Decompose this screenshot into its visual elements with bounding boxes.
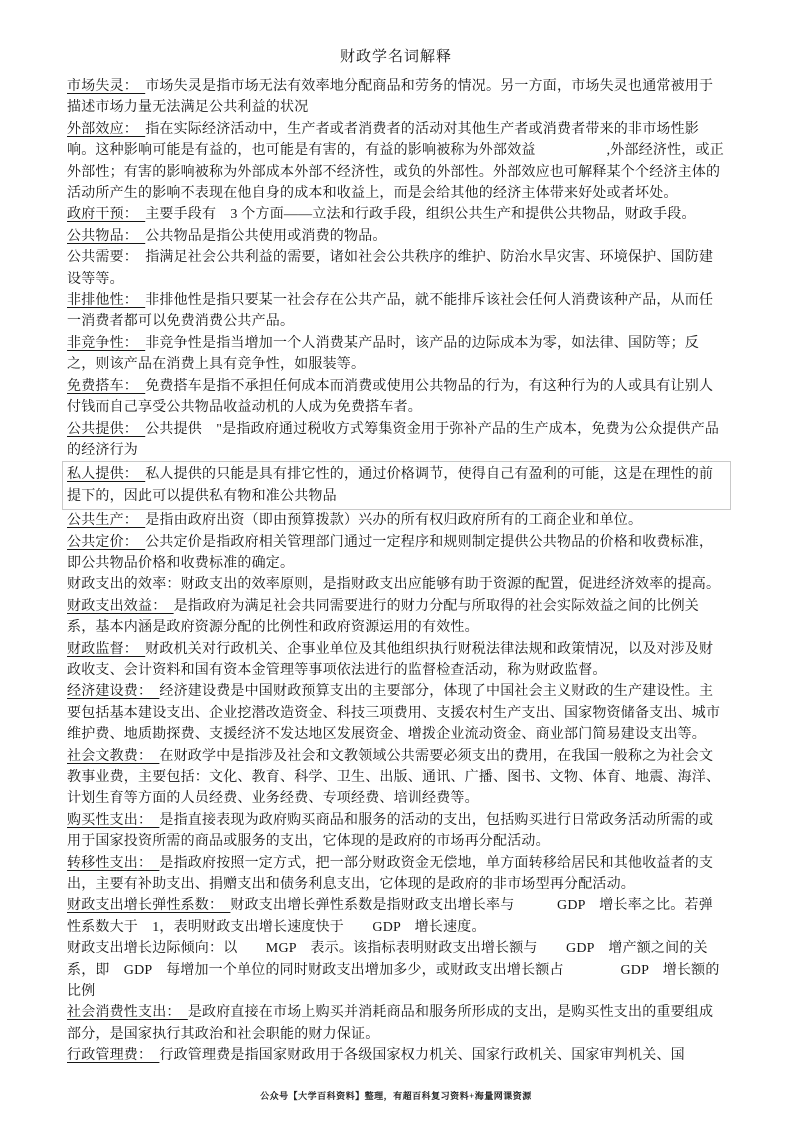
- definition-text: 是指政府按照一定方式，把一部分财政资金无偿地，单方面转移给居民和其他收益者的支出，主要有补助支出、捐赠支出和债务利息支出，它体现的是政府的非市场型再分配活动。: [67, 855, 714, 893]
- page-title: 财政学名词解释: [339, 49, 452, 65]
- definition-text: 非竞争性是指当增加一个人消费某产品时，该产品的边际成本为零，如法律、国防等；反之，则该产品在消费上具有竞争性，如服装等。: [67, 335, 700, 373]
- definition-text: 市场失灵是指市场无法有效率地分配商品和劳务的情况。另一方面，市场失灵也通常被用于描述市场力量无法满足公共利益的状况: [67, 79, 714, 116]
- definition-text: 免费搭车是指不承担任何成本而消费或使用公共物品的行为，有这种行为的人或具有让别人付钱而自己享受公共物品收益动机的人成为免费搭车者。: [67, 378, 714, 416]
- term-label: 财政支出效益：: [67, 598, 174, 614]
- term-label: 财政监督：: [67, 641, 146, 657]
- definition-text: 是指由政府出资（即由预算拨款）兴办的所有权归政府所有的工商企业和单位。: [145, 513, 643, 529]
- definition-entry: [67, 938, 725, 1002]
- definition-text: 非排他性是指只要某一社会存在公共产品，就不能排斥该社会任何人消费该种产品，从而任一消费者都可以免费消费公共产品。: [67, 293, 714, 330]
- term-label: 政府干预：: [67, 207, 146, 223]
- definition-entry: [67, 681, 725, 745]
- definition-text: 财政支出增长弹性系数是指财政支出增长率与 GDP 增长率之比。若弹性系数大于 1，表明财政支出增长速度快于 GDP 增长速度。: [67, 898, 713, 935]
- definition-text: 公共定价是指政府相关管理部门通过一定程序和规则制定提供公共物品的价格和收费标准，即公共物品价格和收费标准的确定。: [67, 534, 714, 571]
- term-label: 行政管理费：: [67, 1048, 160, 1064]
- definition-entry: [67, 204, 725, 225]
- definition-entry: [67, 574, 725, 595]
- term-label: 财政支出增长边际倾向：: [67, 941, 224, 957]
- term-label: 社会文教费：: [67, 748, 160, 764]
- term-label: 财政支出的效率：: [67, 577, 181, 593]
- definition-text: 主要手段有 3 个方面——立法和行政手段，组织公共生产和提供公共物品，财政手段。: [145, 207, 696, 223]
- definition-entry: [67, 746, 725, 810]
- definition-text: 是指政府为满足社会共同需要进行的财力分配与所取得的社会实际效益之间的比例关系，基本内涵是政府资源分配的比例性和政府资源运用的有效性。: [67, 598, 700, 636]
- definition-text: 是政府直接在市场上购买并消耗商品和服务所形成的支出，是购买性支出的重要组成部分，是国家执行其政治和社会职能的财力保证。: [67, 1005, 714, 1042]
- term-label: 非排他性：: [67, 293, 146, 309]
- definition-entry: [62, 461, 731, 510]
- definition-text: 指在实际经济活动中，生产者或者消费者的活动对其他生产者或消费者带来的非市场性影响。这种影响可能是有益的，也可能是有害的，有益的影响被称为外部效益 ,外部经济性，或正外部性；有害的影响被称为外部成本外部不经济性，或负的外部性。外部效应也可解释某个个经济主体的活动所产生的影响不表现在他自身的成本和收益上，而是会给其他的经济主体带来好处或者坏处。: [67, 121, 724, 202]
- term-label: 转移性支出：: [67, 855, 160, 871]
- definition-entry: [67, 76, 725, 119]
- definition-entry: [67, 895, 725, 938]
- term-label: 公共提供：: [67, 421, 146, 437]
- term-label: 财政支出增长弹性系数：: [67, 898, 231, 914]
- term-label: 非竞争性：: [67, 335, 146, 351]
- definition-text: 私人提供的只能是具有排它性的，通过价格调节，使得自己有盈利的可能，这是在理性的前提下的，因此可以提供私有物和准公共物品: [67, 467, 714, 504]
- definition-entry: [67, 510, 725, 531]
- term-label: 私人提供：: [67, 467, 146, 483]
- definition-entry: [67, 333, 725, 376]
- definition-entry: [67, 290, 725, 333]
- definitions-list: [67, 76, 725, 1067]
- definition-entry: [67, 596, 725, 639]
- definition-entry: [67, 639, 725, 682]
- definition-entry: [67, 1045, 725, 1066]
- definition-text: 财政支出的效率原则，是指财政支出应能够有助于资源的配置，促进经济效率的提高。: [180, 577, 721, 593]
- definition-text: 是指直接表现为政府购买商品和服务的活动的支出，包括购买进行日常政务活动所需的或用于国家投资所需的商品或服务的支出，它体现的是政府的市场再分配活动。: [67, 812, 714, 850]
- footer-note: 公众号【大学百科资料】整理，有超百科复习资料+海量网课资源: [260, 1091, 532, 1101]
- definition-entry: [67, 1002, 725, 1045]
- term-label: 市场失灵：: [67, 79, 146, 94]
- definition-text: 公共提供 "是指政府通过税收方式筹集资金用于弥补产品的生产成本，免费为公众提供产品的经济行为: [67, 421, 720, 458]
- definition-entry: [67, 119, 725, 205]
- term-label: 公共需要：: [67, 250, 146, 266]
- term-label: 外部效应：: [67, 121, 146, 137]
- definition-text: 财政机关对行政机关、企事业单位及其他组织执行财税法律法规和政策情况，以及对涉及财政收支、会计资料和国有资本金管理等事项依法进行的监督检查活动，称为财政监督。: [67, 641, 714, 678]
- term-label: 经济建设费：: [67, 684, 160, 700]
- definition-entry: [67, 419, 725, 462]
- definition-text: 行政管理费是指国家财政用于各级国家权力机关、国家行政机关、国家审判机关、国: [159, 1048, 685, 1064]
- definition-text: 以 MGP 表示。该指标表明财政支出增长额与 GDP 增产额之间的关系，即 GDP 每增加一个单位的同时财政支出增加多少，或财政支出增长额占 GDP 增长额的比例: [67, 941, 720, 1000]
- definition-entry: [67, 532, 725, 575]
- term-label: 公共生产：: [67, 513, 146, 529]
- definition-text: 经济建设费是中国财政预算支出的主要部分，体现了中国社会主义财政的生产建设性。主要包括基本建设支出、企业挖潜改造资金、科技三项费用、支援农村生产支出、国家物资储备支出、城市维护费、地质勘探费、支援经济不发达地区发展资金、增拨企业流动资金、商业部门简易建设支出等。: [67, 684, 721, 743]
- definition-text: 公共物品是指公共使用或消费的物品。: [145, 228, 387, 244]
- definition-entry: [67, 226, 725, 247]
- definition-entry: [67, 810, 725, 853]
- definition-text: 指满足社会公共利益的需要，诸如社会公共秩序的维护、防治水旱灾害、环境保护、国防建设等等。: [67, 250, 714, 287]
- term-label: 购买性支出：: [67, 812, 160, 828]
- definition-text: 在财政学中是指涉及社会和文教领域公共需要必须支出的费用，在我国一般称之为社会文教事业费，主要包括：文化、教育、科学、卫生、出版、通讯、广播、图书、文物、体育、地震、海洋、计划生育等方面的人员经费、业务经费、专项经费、培训经费等。: [67, 748, 721, 807]
- term-label: 社会消费性支出：: [67, 1005, 188, 1021]
- term-label: 免费搭车：: [67, 378, 146, 394]
- definition-entry: [67, 376, 725, 419]
- term-label: 公共定价：: [67, 534, 146, 550]
- document-content: [67, 46, 725, 1067]
- definition-entry: [67, 853, 725, 896]
- term-label: 公共物品：: [67, 228, 146, 244]
- definition-entry: [67, 247, 725, 290]
